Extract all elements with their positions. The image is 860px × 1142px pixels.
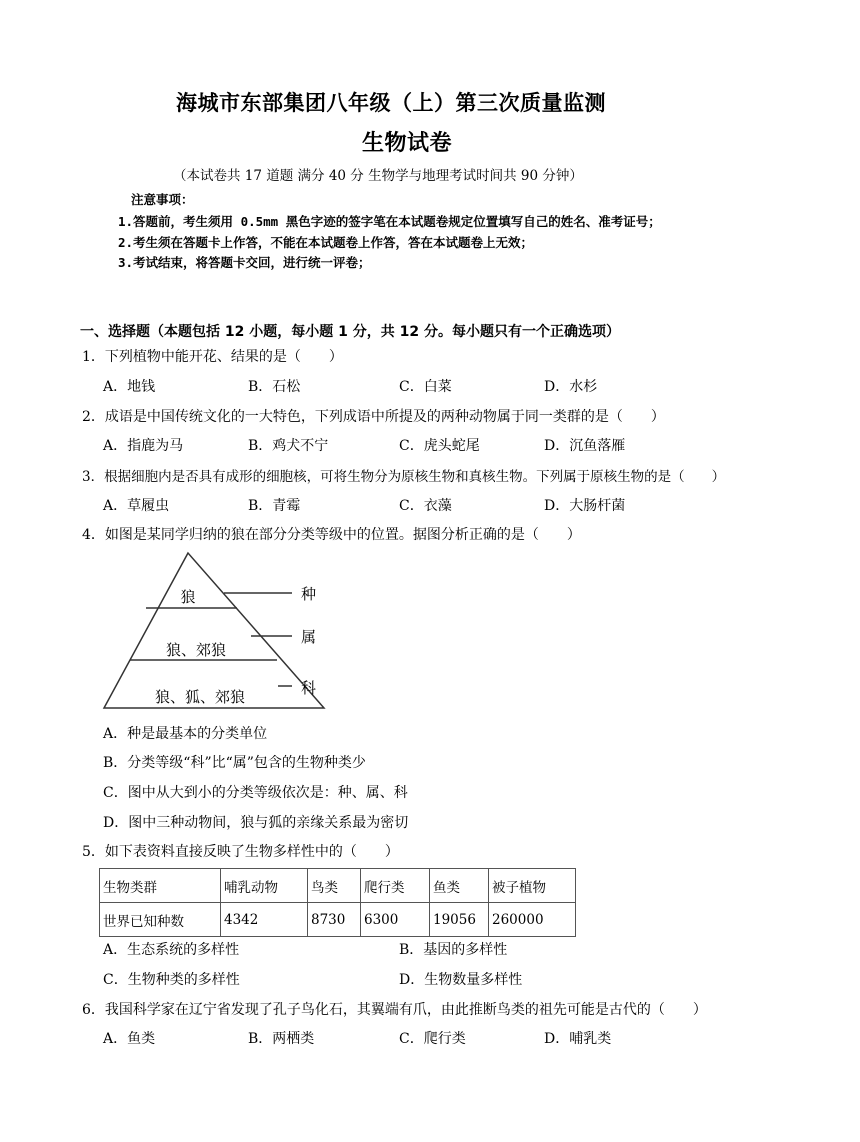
question-3-option-c: C．衣藻 <box>399 498 452 514</box>
question-4-option-b: B．分类等级“科”比“属”包含的生物种类少 <box>103 755 366 771</box>
question-4-option-c: C．图中从大到小的分类等级依次是：种、属、科 <box>103 785 408 801</box>
notice-item-2: 2.考生须在答题卡上作答，不能在本试题卷上作答，答在本试题卷上无效； <box>118 235 534 250</box>
question-2-option-a: A．指鹿为马 <box>103 438 184 454</box>
question-5-option-c: C．生物种类的多样性 <box>103 972 240 988</box>
table-cell: 260000 <box>489 903 576 937</box>
question-3-stem: 3．根据细胞内是否具有成形的细胞核，可将生物分为原核生物和真核生物。下列属于原核生物的是（ ） <box>82 469 726 485</box>
taxonomy-pyramid-figure <box>100 550 330 715</box>
question-1-option-c: C．白菜 <box>399 379 452 395</box>
question-6-stem: 6．我国科学家在辽宁省发现了孔子鸟化石，其翼端有爪，由此推断鸟类的祖先可能是古代的（ ） <box>82 1002 707 1018</box>
question-2-option-d: D．沉鱼落雁 <box>544 438 626 454</box>
question-3-option-b: B．青霉 <box>248 498 301 514</box>
question-1-stem: 1．下列植物中能开花、结果的是（ ） <box>82 349 343 365</box>
table-cell: 4342 <box>221 903 308 937</box>
question-5-option-a: A．生态系统的多样性 <box>103 942 240 958</box>
question-5-option-b: B．基因的多样性 <box>399 942 508 958</box>
question-2-option-b: B．鸡犬不宁 <box>248 438 329 454</box>
table-cell: 6300 <box>361 903 430 937</box>
exam-title: 海城市东部集团八年级（上）第三次质量监测 <box>176 91 606 115</box>
pyramid-level-species: 狼 <box>180 588 196 606</box>
species-count-table <box>99 868 576 937</box>
question-3-option-a: A．草履虫 <box>103 498 170 514</box>
question-4-option-a: A．种是最基本的分类单位 <box>103 726 268 742</box>
table-header-row <box>100 869 576 903</box>
table-cell: 8730 <box>308 903 361 937</box>
pyramid-level-genus: 狼、郊狼 <box>165 641 227 659</box>
table-header-cell: 鸟类 <box>308 869 361 903</box>
table-header-cell: 哺乳动物 <box>221 869 308 903</box>
question-6-option-c: C．爬行类 <box>399 1031 466 1047</box>
notice-item-3: 3.考试结束，将答题卡交回，进行统一评卷； <box>118 255 371 270</box>
table-header-cell: 生物类群 <box>100 869 221 903</box>
question-5-stem: 5．如下表资料直接反映了生物多样性中的（ ） <box>82 844 399 860</box>
table-cell: 世界已知种数 <box>100 903 221 937</box>
notice-item-1: 1.答题前，考生须用 0.5mm 黑色字迹的签字笔在本试题卷规定位置填写自己的姓名、准考证号； <box>118 214 661 229</box>
table-header-cell: 爬行类 <box>361 869 430 903</box>
pyramid-level-family: 狼、狐、郊狼 <box>154 688 246 706</box>
section-heading: 一、选择题（本题包括 12 小题，每小题 1 分，共 12 分。每小题只有一个正确选项） <box>80 324 620 340</box>
question-2-option-c: C．虎头蛇尾 <box>399 438 480 454</box>
pyramid-label-family: 科 <box>301 679 317 697</box>
table-cell: 19056 <box>430 903 489 937</box>
question-1-option-b: B．石松 <box>248 379 301 395</box>
question-6-option-b: B．两栖类 <box>248 1031 315 1047</box>
question-6-option-a: A．鱼类 <box>103 1031 156 1047</box>
table-header-cell: 被子植物 <box>489 869 576 903</box>
question-3-option-d: D．大肠杆菌 <box>544 498 626 514</box>
notice-heading: 注意事项： <box>131 192 194 207</box>
exam-info: （本试卷共 17 道题 满分 40 分 生物学与地理考试时间共 90 分钟） <box>173 168 583 184</box>
pyramid-label-genus: 属 <box>301 628 317 646</box>
question-2-stem: 2．成语是中国传统文化的一大特色，下列成语中所提及的两种动物属于同一类群的是（ ） <box>82 409 665 425</box>
question-4-stem: 4．如图是某同学归纳的狼在部分分类等级中的位置。据图分析正确的是（ ） <box>82 527 581 543</box>
question-1-option-d: D．水杉 <box>544 379 598 395</box>
question-1-option-a: A．地钱 <box>103 379 156 395</box>
exam-subtitle: 生物试卷 <box>362 131 453 156</box>
question-4-option-d: D．图中三种动物间，狼与狐的亲缘关系最为密切 <box>103 815 409 831</box>
question-6-option-d: D．哺乳类 <box>544 1031 612 1047</box>
table-header-cell: 鱼类 <box>430 869 489 903</box>
table-row <box>100 903 576 937</box>
question-5-option-d: D．生物数量多样性 <box>399 972 523 988</box>
pyramid-label-species: 种 <box>301 585 317 603</box>
